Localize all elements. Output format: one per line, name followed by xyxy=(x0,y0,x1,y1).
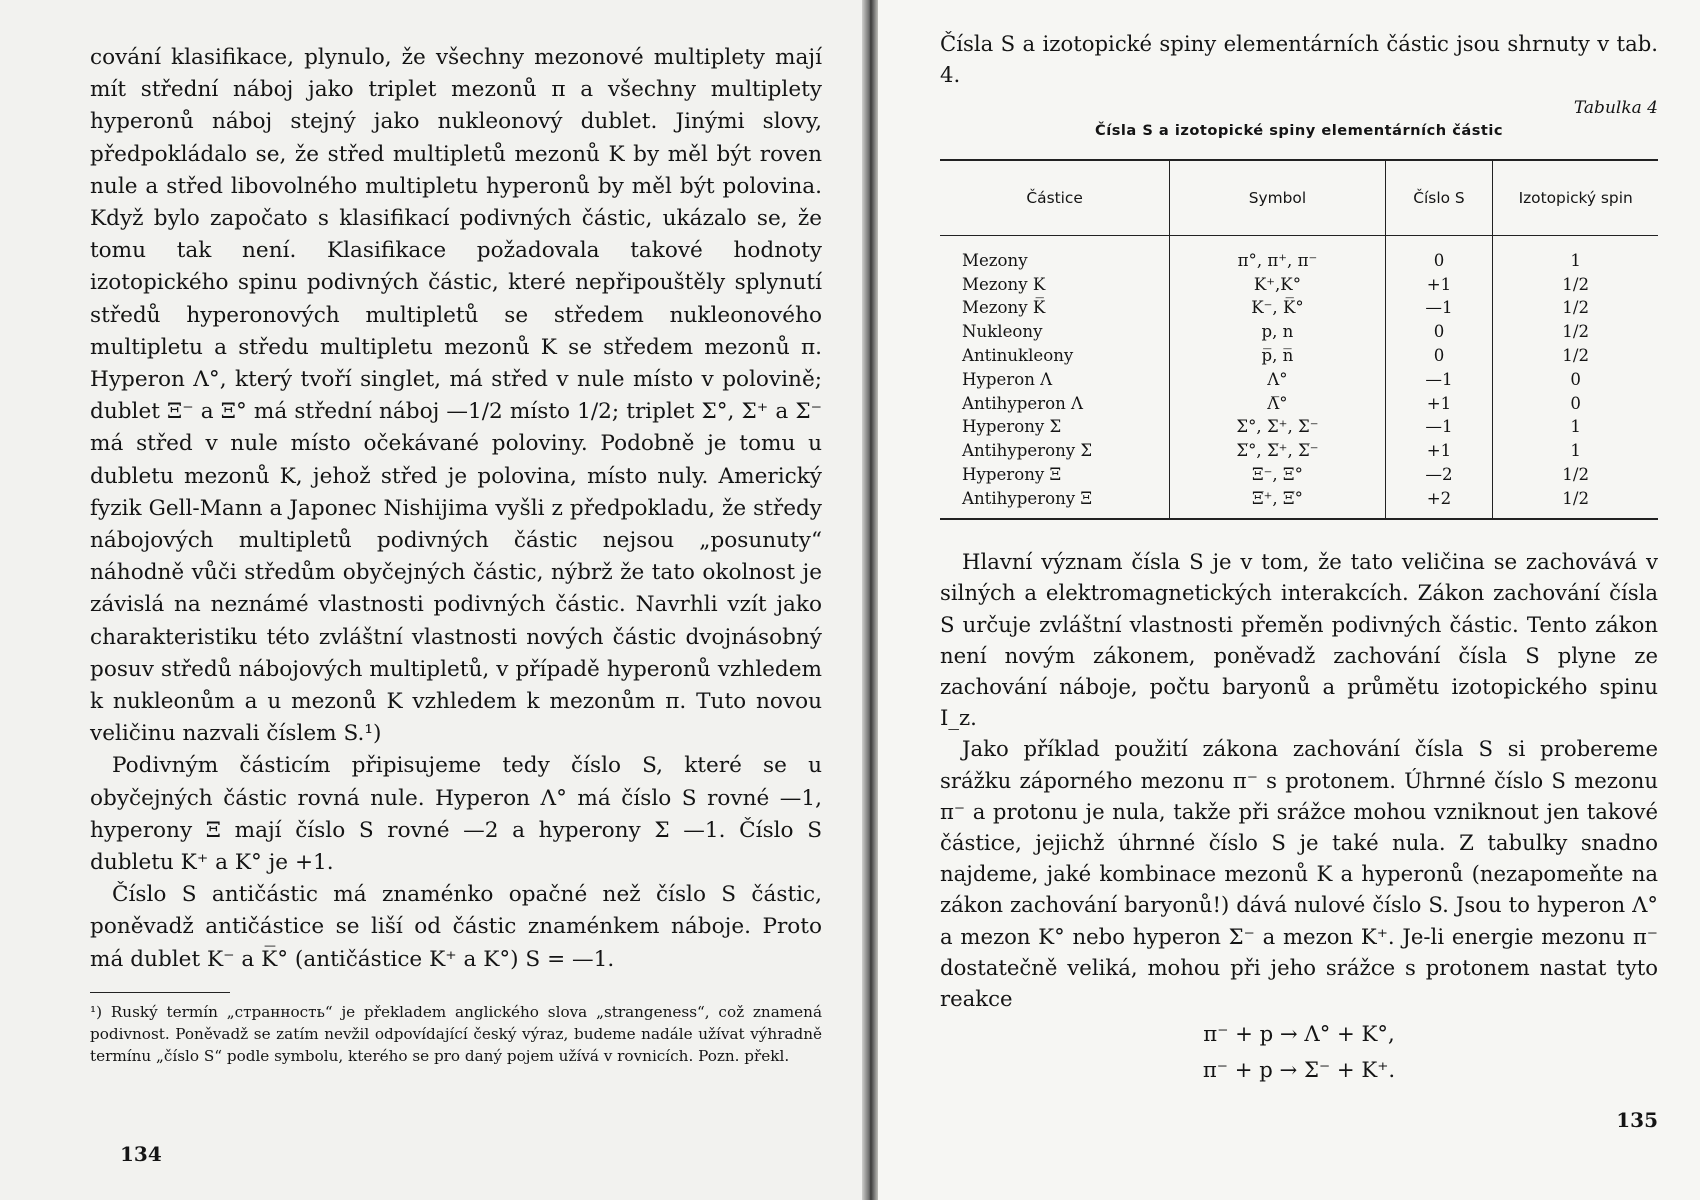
table-row xyxy=(940,320,1658,344)
page-number: 135 xyxy=(1616,1108,1658,1132)
cell-s-number: 0 xyxy=(1385,320,1493,344)
cell-symbol: K⁺,K° xyxy=(1170,272,1385,296)
cell-symbol: p̅, n̅ xyxy=(1170,344,1385,368)
cell-isospin: 1 xyxy=(1570,441,1581,461)
cell-particle: Hyperony Σ xyxy=(940,415,1170,439)
body-paragraph: cování klasifikace, plynulo, že všechny mezonové multiplety mají mít střední náboj jako triplet mezonů π a všechny multiplety hyperonů náboj stejný jako nukleonový dublet. Jinými slovy, předpokládalo se, že střed multipletů mezonů K by měl být roven nule a střed libovolného multipletu hyperonů by měl být polovina. Když bylo započato s klasifikací podivných částic, ukázalo se, že tomu tak není. Klasifikace požadovala takové hodnoty izotopického spinu podivných částic, které nepřipouštěly splynutí středů hyperonových multipletů se středem nukleonového multipletu a středu multipletu mezonů K se středem mezonů π. Hyperon Λ°, který tvoří singlet, má střed v nule místo v polovině; dublet Ξ⁻ a Ξ° má střední náboj —1/2 místo 1/2; triplet Σ°, Σ⁺ a Σ⁻ má střed v nule místo očekávané poloviny. Podobně je tomu u dubletu mezonů K, jehož střed je polovina, místo nuly. Americký fyzik Gell-Mann a Japonec Nishijima vyšli z předpokladu, že středy nábojových multipletů podivných částic nejsou „posunuty“ náhodně vůči středům obyčejných částic, nýbrž že tato okolnost je závislá na neznámé vlastnosti podivných částic. Navrhli vzít jako charakteristiku této zvláštní vlastnosti nových částic dvojnásobný posuv středů nábojových multipletů, v případě hyperonů vzhledem k nukleonům a u mezonů K vzhledem k mezonům π. Tuto novou veličinu nazvali číslem S.¹) xyxy=(90,45,822,747)
body-paragraph: Hlavní význam čísla S je v tom, že tato veličina se zachovává v silných a elektromagnetických interakcích. Zákon zachování čísla S určuje zvláštní vlastnosti přeměn podivných částic. Tento zákon není novým zákonem, poněvadž zachování čísla S plyne ze zachování náboje, počtu baryonů a průmětu izotopického spinu I_z. xyxy=(940,549,1658,731)
cell-particle: Mezony K xyxy=(940,272,1170,296)
cell-symbol: p, n xyxy=(1170,320,1385,344)
page-number: 134 xyxy=(120,1142,162,1166)
table-label: Tabulka 4 xyxy=(1573,98,1658,119)
particle-table xyxy=(940,159,1658,520)
table-row xyxy=(940,367,1658,391)
cell-particle: Mezony xyxy=(940,236,1170,272)
cell-s-number: +1 xyxy=(1385,391,1493,415)
cell-symbol: K⁻, K̅° xyxy=(1170,296,1385,320)
table-row xyxy=(940,463,1658,487)
table-row xyxy=(940,486,1658,519)
cell-particle: Nukleony xyxy=(940,320,1170,344)
cell-isospin: 1/2 xyxy=(1562,464,1590,484)
body-paragraph: Jako příklad použití zákona zachování čísla S si probereme srážku záporného mezonu π⁻ s protonem. Úhrnné číslo S mezonu π⁻ a protonu je nula, takže při srážce mohou vzniknout jen takové částice, jejichž úhrnné číslo S je také nula. Z tabulky snadno najdeme, jaké kombinace mezonů K a hyperonů (nezapomeňte na zákon zachování baryonů!) dává nulové číslo S. Jsou to hyperon Λ° a mezon K° nebo hyperon Σ⁻ a mezon K⁺. Je-li energie mezonu π⁻ dostatečně veliká, mohou při jeho srážce s protonem nastat tyto reakce xyxy=(940,736,1658,1012)
cell-particle: Antihyperony Σ xyxy=(940,439,1170,463)
table-row xyxy=(940,439,1658,463)
cell-symbol: Ξ⁻, Ξ° xyxy=(1170,463,1385,487)
table-row xyxy=(940,236,1658,272)
cell-symbol: Λ̅° xyxy=(1170,391,1385,415)
cell-symbol: Σ°, Σ⁺, Σ⁻ xyxy=(1170,415,1385,439)
header-isospin: Izotopický spin xyxy=(1493,160,1658,236)
cell-s-number: —2 xyxy=(1385,463,1493,487)
cell-isospin: 1/2 xyxy=(1562,322,1590,342)
header-symbol: Symbol xyxy=(1170,160,1385,236)
equation: π⁻ + p → Σ⁻ + K⁺. xyxy=(1202,1057,1396,1083)
cell-s-number: —1 xyxy=(1385,367,1493,391)
table-header-row xyxy=(940,160,1658,236)
equation: π⁻ + p → Λ° + K°, xyxy=(1203,1021,1395,1047)
cell-particle: Antihyperon Λ xyxy=(940,391,1170,415)
cell-particle: Hyperony Ξ xyxy=(940,463,1170,487)
footnote-rule xyxy=(90,992,230,993)
cell-s-number: +2 xyxy=(1385,486,1493,519)
cell-isospin: 0 xyxy=(1570,369,1581,389)
table-row xyxy=(940,415,1658,439)
cell-isospin: 1 xyxy=(1570,250,1581,270)
cell-symbol: Ξ̅⁺, Ξ̅° xyxy=(1170,486,1385,519)
table-row xyxy=(940,344,1658,368)
cell-s-number: +1 xyxy=(1385,272,1493,296)
cell-particle: Antinukleony xyxy=(940,344,1170,368)
reaction-equations xyxy=(940,1016,1658,1088)
cell-s-number: 0 xyxy=(1385,344,1493,368)
table-caption: Čísla S a izotopické spiny elementárních částic xyxy=(1094,122,1504,140)
cell-s-number: +1 xyxy=(1385,439,1493,463)
intro-paragraph: Čísla S a izotopické spiny elementárních částic jsou shrnuty v tab. 4. xyxy=(940,31,1658,88)
right-page xyxy=(870,0,1700,1200)
body-paragraph: Číslo S antičástic má znaménko opačné než číslo S částic, poněvadž antičástice se liší od částic znaménkem náboje. Proto má dublet K⁻ a K̅° (antičástice K⁺ a K°) S = —1. xyxy=(90,882,822,972)
header-s-number: Číslo S xyxy=(1385,160,1493,236)
table-row xyxy=(940,296,1658,320)
cell-s-number: —1 xyxy=(1385,415,1493,439)
cell-isospin: 1/2 xyxy=(1562,488,1590,508)
cell-isospin: 1/2 xyxy=(1562,345,1590,365)
book-gutter xyxy=(862,0,878,1200)
cell-particle: Mezony K̅ xyxy=(940,296,1170,320)
cell-particle: Antihyperony Ξ xyxy=(940,486,1170,519)
cell-symbol: Λ° xyxy=(1170,367,1385,391)
header-particle: Částice xyxy=(940,160,1170,236)
cell-symbol: π°, π⁺, π⁻ xyxy=(1170,236,1385,272)
cell-isospin: 1/2 xyxy=(1562,274,1590,294)
cell-isospin: 1/2 xyxy=(1562,298,1590,318)
cell-symbol: Σ̅°, Σ̅⁺, Σ̅⁻ xyxy=(1170,439,1385,463)
table-row xyxy=(940,391,1658,415)
cell-isospin: 0 xyxy=(1570,393,1581,413)
footnote: ¹) Ruský termín „странность“ je překladem anglického slova „strangeness“, což znamená podivnost. Poněvadž se zatím nevžil odpovídající český výraz, budeme nadále užívat výhradně termínu „číslo S“ podle symbolu, kterého se pro daný pojem užívá v rovnicích. Pozn. překl. xyxy=(90,1002,822,1065)
body-paragraph: Podivným částicím připisujeme tedy číslo S, které se u obyčejných částic rovná nule. Hyperon Λ° má číslo S rovné —1, hyperony Ξ mají číslo S rovné —2 a hyperony Σ —1. Číslo S dubletu K⁺ a K° je +1. xyxy=(90,753,822,876)
cell-s-number: 0 xyxy=(1385,236,1493,272)
table-row xyxy=(940,272,1658,296)
cell-isospin: 1 xyxy=(1570,417,1581,437)
cell-s-number: —1 xyxy=(1385,296,1493,320)
cell-particle: Hyperon Λ xyxy=(940,367,1170,391)
